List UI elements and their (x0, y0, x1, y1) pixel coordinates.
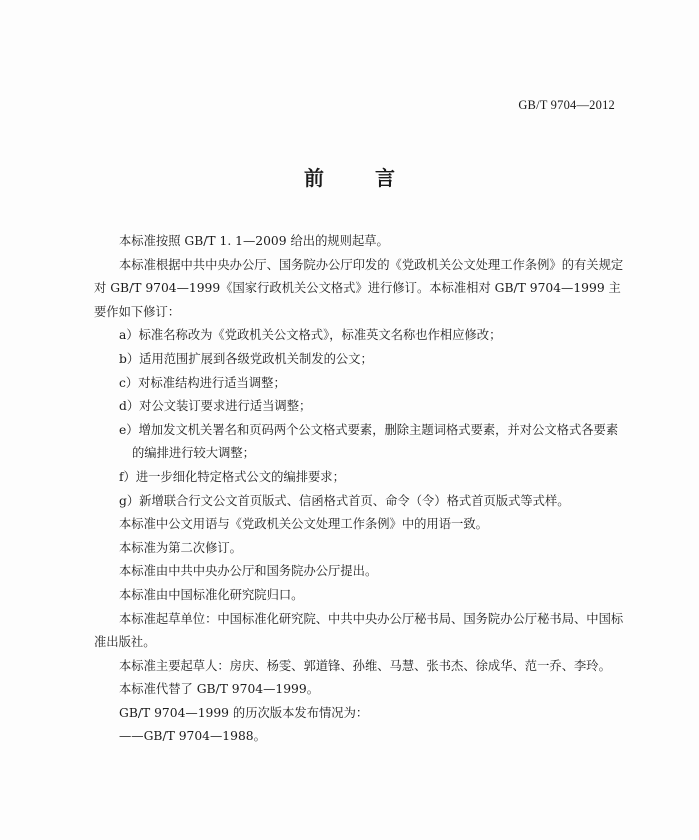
standard-code: GB/T 9704—2012 (518, 98, 615, 112)
paragraph: 本标准中公文用语与《党政机关公文处理工作条例》中的用语一致。 (119, 517, 488, 532)
paragraph: 本标准为第二次修订。 (119, 540, 242, 555)
paragraph: ——GB/T 9704—1988。 (119, 729, 266, 744)
paragraph: 本标准由中共中央办公厅和国务院办公厅提出。 (119, 564, 378, 579)
list-item-continuation: 的编排进行较大调整； (132, 446, 255, 461)
list-item: a）标准名称改为《党政机关公文格式》，标准英文名称也作相应修改； (119, 328, 502, 343)
list-item: f）进一步细化特定格式公文的编排要求； (119, 469, 345, 484)
paragraph: 本标准起草单位：中国标准化研究院、中共中央办公厅秘书局、国务院办公厅秘书局、中国标准出版社。 (94, 611, 624, 650)
page-title: 前 言 (304, 166, 417, 190)
paragraph: GB/T 9704—1999 的历次版本发布情况为： (119, 705, 369, 720)
paragraph: 本标准代替了 GB/T 9704—1999。 (119, 682, 319, 697)
paragraph: 本标准主要起草人：房庆、杨雯、郭道锋、孙维、马慧、张书杰、徐成华、范一乔、李玲。 (119, 658, 611, 673)
list-item: g）新增联合行文公文首页版式、信函格式首页、命令（令）格式首页版式等式样。 (119, 493, 570, 508)
list-item: d）对公文装订要求进行适当调整； (119, 399, 312, 414)
document-body (94, 230, 628, 749)
paragraph: 本标准由中国标准化研究院归口。 (119, 587, 304, 602)
paragraph: 本标准根据中共中央办公厅、国务院办公厅印发的《党政机关公文处理工作条例》的有关规定对 GB/T 9704—1999《国家行政机关公文格式》进行修订。本标准相对 GB/T 9704—1999 主要作如下修订： (94, 257, 624, 319)
list-item: b）适用范围扩展到各级党政机关制发的公文； (119, 351, 373, 366)
list-item: e）增加发文机关署名和页码两个公文格式要素，删除主题词格式要素，并对公文格式各要素 (119, 422, 619, 437)
list-item: c）对标准结构进行适当调整； (119, 375, 286, 390)
paragraph: 本标准按照 GB/T 1. 1—2009 给出的规则起草。 (119, 234, 389, 248)
